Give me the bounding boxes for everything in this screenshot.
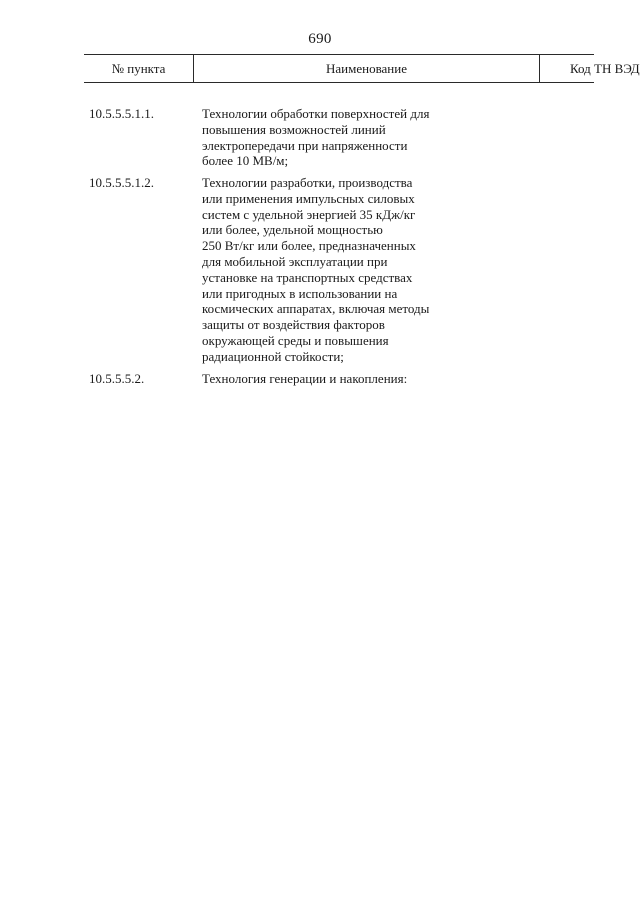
item-text-line: повышения возможностей линий	[202, 121, 386, 137]
header-name: Наименование	[194, 55, 540, 82]
item-text-line: радиационной стойкости;	[202, 348, 344, 364]
table-header	[84, 54, 640, 83]
item-number: 10.5.5.5.1.2.	[89, 175, 154, 190]
item-text	[202, 106, 457, 169]
item-text-line: космических аппаратах, включая методы	[202, 301, 430, 317]
item-text-line: 250 Вт/кг или более, предназначенных	[202, 238, 416, 254]
item-text-line: Технологии обработки поверхностей для	[202, 106, 430, 121]
item-text-line: защиты от воздействия факторов	[202, 317, 385, 333]
item-number: 10.5.5.5.1.1.	[89, 106, 154, 121]
item-text-line: для мобильной эксплуатации при	[202, 253, 388, 269]
item-text-line: или пригодных в использовании на	[202, 285, 398, 301]
item-text-line: электропередачи при напряженности	[202, 137, 408, 153]
item-text-line: более 10 МВ/м;	[202, 153, 289, 169]
item-text	[202, 175, 457, 365]
item-text	[202, 371, 457, 387]
item-text-line: Технологии разработки, производства	[202, 175, 413, 190]
header-item-number: № пункта	[84, 55, 194, 82]
item-text-line: Технология генерации и накопления:	[202, 371, 408, 386]
item-number: 10.5.5.5.2.	[89, 371, 145, 386]
item-text-line: или применения импульсных силовых	[202, 190, 415, 206]
page-number: 690	[308, 31, 332, 47]
item-text-line: или более, удельной мощностью	[202, 222, 383, 238]
item-text-line: окружающей среды и повышения	[202, 332, 389, 348]
header-code: Код ТН ВЭД	[570, 60, 640, 76]
item-text-line: систем с удельной энергией 35 кДж/кг	[202, 206, 416, 222]
item-text-line: установке на транспортных средствах	[202, 269, 413, 285]
